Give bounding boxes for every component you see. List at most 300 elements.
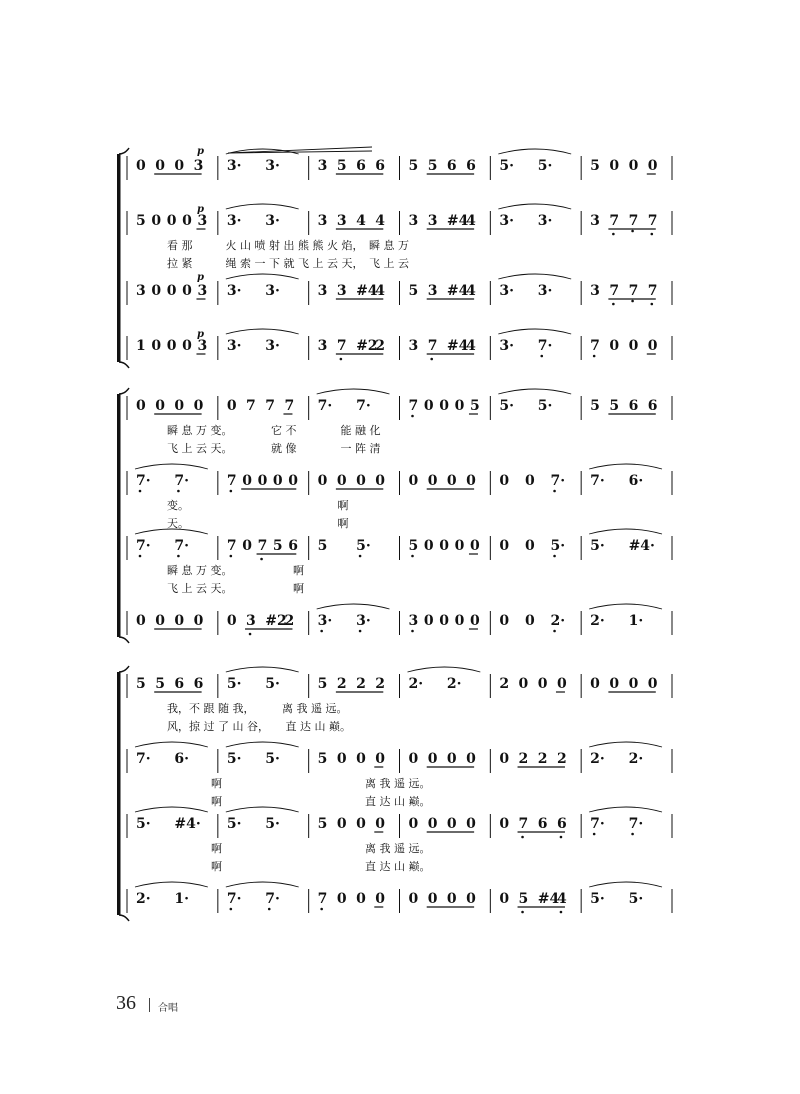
note: 7· <box>550 473 566 489</box>
note: 5· <box>226 751 242 767</box>
octave-dot <box>177 555 180 558</box>
note: 6· <box>174 751 190 767</box>
voice-part <box>127 742 672 808</box>
tie-arc <box>135 882 208 887</box>
note: 5· <box>226 816 242 832</box>
note: 7 <box>647 213 658 229</box>
note: 0 <box>356 751 366 767</box>
lyric-line: 瞬 息 万 变。 它 不 能 融 化 <box>167 424 381 437</box>
tie-arc <box>498 204 571 209</box>
system-bracket <box>117 672 121 915</box>
note: 7 <box>590 338 600 354</box>
bracket-hook <box>119 148 129 154</box>
bracket-hook <box>119 666 129 672</box>
octave-dot <box>553 630 556 633</box>
voice-part <box>127 329 672 360</box>
note: 7· <box>590 473 605 489</box>
bracket-hook <box>119 637 129 643</box>
note: 0 <box>454 613 465 629</box>
lyric-line: 啊 离 我 遥 远。 <box>167 777 431 790</box>
note: 5· <box>550 538 566 554</box>
note: 0 <box>155 398 165 414</box>
score-system <box>117 666 672 921</box>
note: 1· <box>174 891 190 907</box>
note: #2 <box>265 613 287 629</box>
note: 5· <box>136 816 151 832</box>
note: 7 <box>317 891 328 907</box>
octave-dot <box>521 836 524 839</box>
note: 0 <box>136 158 146 174</box>
note: 5· <box>265 676 280 692</box>
note: 0 <box>647 338 658 354</box>
note: 0 <box>317 473 328 489</box>
note: 3· <box>499 213 514 229</box>
bracket-hook <box>119 915 129 921</box>
octave-dot <box>631 833 634 836</box>
note: 0 <box>446 891 457 907</box>
lyric-line: 啊 直 达 山 巅。 <box>167 860 431 873</box>
voice-part <box>127 464 672 530</box>
voice-part <box>127 667 672 733</box>
note: 0 <box>226 613 237 629</box>
note: 5 <box>317 751 328 767</box>
note: 6 <box>446 158 457 174</box>
note: 3 <box>246 613 256 629</box>
voice-part <box>127 529 672 595</box>
tie-arc <box>589 464 662 469</box>
note: 5· <box>537 158 553 174</box>
note: 3· <box>226 338 242 354</box>
note: 7· <box>265 891 280 907</box>
tie-arc <box>226 667 299 672</box>
note: 0 <box>423 613 434 629</box>
octave-dot <box>320 908 323 911</box>
note: #4 <box>446 213 469 229</box>
note: 3 <box>427 283 438 299</box>
note: 0 <box>524 538 535 554</box>
note: 0 <box>466 816 476 832</box>
lyric-line: 风，掠 过 了 山 谷， 直 达 山 巅。 <box>167 720 351 733</box>
note: 0 <box>439 613 449 629</box>
note: 3 <box>197 283 208 299</box>
note: 5 <box>609 398 620 414</box>
note: 0 <box>647 158 658 174</box>
note: 3· <box>265 213 280 229</box>
note: 7 <box>284 398 295 414</box>
octave-dot <box>340 358 343 361</box>
note: 3· <box>265 283 280 299</box>
note: 3· <box>499 338 514 354</box>
tie-arc <box>226 274 299 279</box>
note: 0 <box>466 473 476 489</box>
footer-divider <box>149 998 150 1012</box>
note: 0 <box>609 676 620 692</box>
note: #4 <box>446 338 469 354</box>
note: 6 <box>174 676 185 692</box>
note: 5 <box>408 538 419 554</box>
octave-dot <box>249 633 252 636</box>
note: 0 <box>257 473 268 489</box>
lyric-line: 飞 上 云 天。 啊 <box>167 582 304 595</box>
note: 2 <box>336 676 347 692</box>
note: 7 <box>257 538 268 554</box>
octave-dot <box>631 230 634 233</box>
note: 0 <box>423 398 434 414</box>
tie-arc <box>226 882 299 887</box>
note: 7· <box>537 338 553 354</box>
note: 5· <box>590 891 605 907</box>
note: 7 <box>246 398 256 414</box>
note: 3 <box>408 338 419 354</box>
tie-arc <box>135 742 208 747</box>
note: 4 <box>556 891 567 907</box>
note: 6 <box>288 538 299 554</box>
note: 0 <box>466 891 476 907</box>
note: 0 <box>356 816 366 832</box>
note: 0 <box>466 751 476 767</box>
note: 2· <box>590 751 605 767</box>
note: 7 <box>226 473 237 489</box>
note: 0 <box>174 398 185 414</box>
note: 0 <box>499 538 510 554</box>
octave-dot <box>593 355 596 358</box>
voice-part <box>127 604 672 635</box>
note: 5· <box>265 751 280 767</box>
note: 5 <box>590 158 600 174</box>
note: 7 <box>427 338 438 354</box>
note: 5 <box>518 891 529 907</box>
note: 0 <box>423 538 434 554</box>
note: 2· <box>446 676 462 692</box>
page-number: 36 <box>116 992 136 1014</box>
lyric-line: 啊 直 达 山 巅。 <box>167 795 431 808</box>
octave-dot <box>411 555 414 558</box>
note: 2 <box>375 338 386 354</box>
note: 5 <box>590 398 600 414</box>
note: 3 <box>197 213 208 229</box>
note: 0 <box>524 473 535 489</box>
note: 0 <box>446 473 457 489</box>
tie-arc <box>589 807 662 812</box>
note: #4 <box>356 283 378 299</box>
note: 7· <box>174 538 190 554</box>
note: 5 <box>317 816 328 832</box>
note: 5 <box>272 538 283 554</box>
note: 5 <box>408 158 419 174</box>
note: #4· <box>174 816 201 832</box>
octave-dot <box>320 630 323 633</box>
note: 1· <box>628 613 644 629</box>
note: 0 <box>226 398 237 414</box>
note: 5 <box>317 538 328 554</box>
tie-arc <box>317 604 390 609</box>
note: 0 <box>427 891 438 907</box>
note: 2 <box>499 676 510 692</box>
note: 0 <box>356 891 366 907</box>
note: 2· <box>408 676 424 692</box>
note: 0 <box>242 538 252 554</box>
octave-dot <box>553 490 556 493</box>
note: 7 <box>609 213 620 229</box>
note: 0 <box>356 473 366 489</box>
octave-dot <box>593 833 596 836</box>
note: 4 <box>375 283 386 299</box>
note: 5· <box>499 158 514 174</box>
note: 3· <box>356 613 371 629</box>
note: 3 <box>197 338 208 354</box>
note: 0 <box>499 751 510 767</box>
tie-arc <box>589 529 662 534</box>
lyric-line: 变。 啊 <box>167 499 349 512</box>
note: 7· <box>628 816 644 832</box>
octave-dot <box>230 490 233 493</box>
tie-arc <box>589 604 662 609</box>
note: 4 <box>466 283 476 299</box>
note: 3 <box>317 338 328 354</box>
note: 5 <box>336 158 347 174</box>
tie-arc <box>498 274 571 279</box>
note: 0 <box>499 816 510 832</box>
dynamic-mark: p <box>197 204 204 215</box>
note: 0 <box>336 751 347 767</box>
octave-dot <box>521 911 524 914</box>
note: 5 <box>155 676 165 692</box>
note: 3· <box>226 213 242 229</box>
note: 0 <box>288 473 299 489</box>
note: 7 <box>265 398 275 414</box>
note: 7 <box>628 213 639 229</box>
note: 3 <box>590 213 600 229</box>
note: 3· <box>537 283 553 299</box>
octave-dot <box>650 303 653 306</box>
note: 5 <box>136 213 146 229</box>
note: 0 <box>193 398 204 414</box>
note: 3 <box>408 613 419 629</box>
note: 3· <box>537 213 553 229</box>
note: 0 <box>408 751 419 767</box>
tie-arc <box>498 389 571 394</box>
note: #2 <box>356 338 378 354</box>
note: 5 <box>408 283 419 299</box>
note: 3 <box>336 283 347 299</box>
note: 4 <box>356 213 366 229</box>
note: 6· <box>628 473 644 489</box>
note: 0 <box>469 613 480 629</box>
note: 0 <box>427 751 438 767</box>
bracket-hook <box>119 388 129 394</box>
note: 0 <box>182 283 192 299</box>
note: 0 <box>524 613 535 629</box>
note: 0 <box>174 158 185 174</box>
note: 5 <box>136 676 146 692</box>
lyric-line: 天。 啊 <box>167 517 349 530</box>
note: 0 <box>628 676 639 692</box>
octave-dot <box>540 355 543 358</box>
note: 6 <box>628 398 639 414</box>
note: 0 <box>427 473 438 489</box>
octave-dot <box>177 490 180 493</box>
note: 0 <box>518 676 529 692</box>
dynamic-mark: p <box>197 272 204 283</box>
note: 0 <box>427 816 438 832</box>
note: 0 <box>439 538 449 554</box>
note: 5· <box>499 398 514 414</box>
note: 0 <box>155 158 165 174</box>
note: 6 <box>537 816 548 832</box>
note: 5 <box>317 676 328 692</box>
note: 0 <box>375 751 386 767</box>
note: 5· <box>226 676 242 692</box>
note: 0 <box>499 613 510 629</box>
note: 7· <box>136 751 151 767</box>
note: 3· <box>226 158 242 174</box>
note: 2 <box>556 751 567 767</box>
tie-arc <box>498 149 571 154</box>
note: 0 <box>408 816 419 832</box>
note: 0 <box>454 538 465 554</box>
note: 0 <box>336 891 347 907</box>
dynamic-mark: p <box>197 329 204 340</box>
note: 3 <box>427 213 438 229</box>
note: 7· <box>226 891 242 907</box>
tie-arc <box>226 329 299 334</box>
system-bracket <box>117 394 121 637</box>
octave-dot <box>560 911 563 914</box>
note: 7· <box>136 473 151 489</box>
note: 0 <box>446 751 457 767</box>
note: 0 <box>628 338 639 354</box>
note: 0 <box>336 816 347 832</box>
tie-arc <box>135 464 208 469</box>
note: 0 <box>336 473 347 489</box>
note: 5 <box>469 398 480 414</box>
lyric-line: 拉 紧 绳 索 一 下 就 飞 上 云 天， 飞 上 云 <box>167 257 409 270</box>
octave-dot <box>260 558 263 561</box>
note: 0 <box>439 398 449 414</box>
note: 0 <box>174 613 185 629</box>
octave-dot <box>230 555 233 558</box>
note: 0 <box>166 283 177 299</box>
note: #4· <box>628 538 655 554</box>
octave-dot <box>359 630 362 633</box>
tie-arc <box>408 667 481 672</box>
octave-dot <box>139 490 142 493</box>
note: 2 <box>375 676 386 692</box>
octave-dot <box>359 555 362 558</box>
note: 0 <box>408 473 419 489</box>
note: 2· <box>590 613 605 629</box>
note: 0 <box>166 338 177 354</box>
note: 3 <box>193 158 204 174</box>
lyric-line: 看 那 火 山 喷 射 出 熊 熊 火 焰， 瞬 息 万 <box>167 239 409 252</box>
note: 0 <box>136 398 146 414</box>
note: 4 <box>466 338 476 354</box>
note: 0 <box>136 613 146 629</box>
tie-arc <box>226 204 299 209</box>
note: 0 <box>454 398 465 414</box>
note: 1 <box>136 338 146 354</box>
note: 2 <box>284 613 295 629</box>
note: 3· <box>265 158 280 174</box>
octave-dot <box>268 908 271 911</box>
voice-part <box>127 807 672 873</box>
note: 0 <box>499 473 510 489</box>
note: 2 <box>537 751 548 767</box>
section-label: 合唱 <box>158 1003 178 1014</box>
note: 2 <box>356 676 366 692</box>
voice-part <box>127 389 672 455</box>
octave-dot <box>430 358 433 361</box>
note: 7 <box>628 283 639 299</box>
system-bracket <box>117 154 121 362</box>
note: 5· <box>356 538 371 554</box>
voice-part <box>127 204 672 270</box>
note: 0 <box>155 613 165 629</box>
note: 6 <box>356 158 366 174</box>
tie-arc <box>589 882 662 887</box>
voice-part <box>127 149 672 180</box>
note: 3 <box>136 283 146 299</box>
note: 6 <box>466 158 476 174</box>
octave-dot <box>560 836 563 839</box>
note: #4 <box>446 283 469 299</box>
note: 0 <box>609 338 620 354</box>
note: 4 <box>466 213 476 229</box>
lyric-line: 瞬 息 万 变。 啊 <box>167 564 304 577</box>
note: 7 <box>336 338 347 354</box>
note: 0 <box>151 213 162 229</box>
note: 7 <box>226 538 237 554</box>
note: 6 <box>556 816 567 832</box>
note: #4 <box>537 891 560 907</box>
dynamic-mark: p <box>197 146 204 157</box>
note: 5 <box>427 158 438 174</box>
note: 5· <box>265 816 280 832</box>
lyric-line: 飞 上 云 天。 就 像 一 阵 清 <box>167 442 381 455</box>
note: 0 <box>590 676 600 692</box>
voice-part <box>127 274 672 305</box>
note: 0 <box>272 473 283 489</box>
lyric-line: 啊 离 我 遥 远。 <box>167 842 431 855</box>
lyric-line: 我，不 跟 随 我， 离 我 遥 远。 <box>167 702 348 715</box>
note: 0 <box>151 283 162 299</box>
voice-part <box>127 882 672 913</box>
note: 0 <box>609 158 620 174</box>
score-system <box>117 388 672 643</box>
note: 0 <box>628 158 639 174</box>
note: 3· <box>226 283 242 299</box>
note: 0 <box>193 613 204 629</box>
note: 6 <box>647 398 658 414</box>
note: 7· <box>317 398 333 414</box>
note: 0 <box>151 338 162 354</box>
octave-dot <box>411 415 414 418</box>
note: 7· <box>356 398 371 414</box>
note: 6 <box>193 676 204 692</box>
octave-dot <box>612 303 615 306</box>
octave-dot <box>230 908 233 911</box>
note: 0 <box>537 676 548 692</box>
note: 5· <box>537 398 553 414</box>
note: 7· <box>590 816 605 832</box>
note: 7 <box>647 283 658 299</box>
note: 3 <box>408 213 419 229</box>
note: 2· <box>136 891 151 907</box>
note: 3 <box>590 283 600 299</box>
note: 0 <box>375 473 386 489</box>
note: 3· <box>317 613 333 629</box>
note: 7 <box>408 398 419 414</box>
